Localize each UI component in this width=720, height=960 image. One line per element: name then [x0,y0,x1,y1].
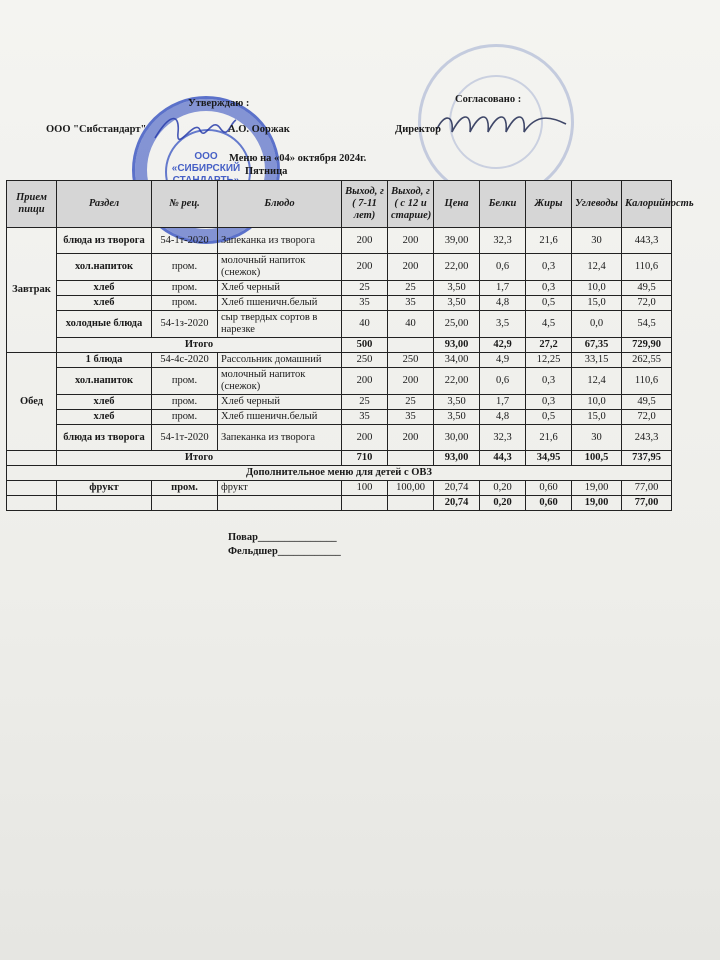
total-price: 93,00 [434,338,480,353]
table-row [7,395,672,410]
cell-section: блюда из творога [57,425,152,451]
table-row [7,311,672,338]
cell-section: блюда из творога [57,228,152,254]
col-fat: Жиры [526,181,572,228]
total-carbs: 100,5 [572,451,622,466]
cell-yield-b: 40 [388,311,434,338]
cell-fat: 0,60 [526,481,572,496]
cell-yield-a: 200 [342,228,388,254]
cell-fat: 0,5 [526,410,572,425]
menu-date: Меню на «04» октября 2024г. [229,153,367,164]
cell-price: 20,74 [434,481,480,496]
col-yield-12: Выход, г ( с 12 и старше) [388,181,434,228]
cell-calories: 443,3 [622,228,672,254]
cell-yield-a: 40 [342,311,388,338]
total-label: Итого [57,338,342,353]
total-price: 93,00 [434,451,480,466]
cell-carbs: 12,4 [572,254,622,281]
total-calories: 729,90 [622,338,672,353]
cell-protein: 4,8 [480,410,526,425]
col-price: Цена [434,181,480,228]
cell-price: 30,00 [434,425,480,451]
cell-recipe: пром. [152,296,218,311]
cell-dish: Запеканка из творога [218,425,342,451]
cell-fat: 12,25 [526,353,572,368]
cell-recipe: пром. [152,368,218,395]
cell-price: 3,50 [434,281,480,296]
cell-dish: молочный напиток (снежок) [218,368,342,395]
cell-yield-b: 25 [388,281,434,296]
table-row [7,353,672,368]
cell-protein: 1,7 [480,395,526,410]
table-row [7,228,672,254]
col-recipe: № рец. [152,181,218,228]
cell-section: 1 блюда [57,353,152,368]
cell-protein: 3,5 [480,311,526,338]
cell-protein: 0,6 [480,368,526,395]
cell-price: 3,50 [434,395,480,410]
meal-breakfast: Завтрак [7,228,57,353]
cell-calories: 49,5 [622,395,672,410]
cell-calories: 49,5 [622,281,672,296]
director-signature [432,104,572,144]
cell-carbs: 15,0 [572,296,622,311]
director-label: Директор [395,124,441,135]
agreed-label: Согласовано : [455,94,522,105]
cell-protein: 0,20 [480,481,526,496]
weekday: Пятница [245,166,288,177]
col-calories: Калорийность [622,181,672,228]
extra-total-row [7,496,672,511]
cell-yield-b: 35 [388,410,434,425]
cell-section: холодные блюда [57,311,152,338]
organization-name: ООО "Сибстандарт" [46,124,147,135]
cell-yield-b: 200 [388,368,434,395]
col-dish: Блюдо [218,181,342,228]
cell-section: фрукт [57,481,152,496]
cell-dish: Хлеб пшеничн.белый [218,410,342,425]
approve-label: Утверждаю : [188,98,250,109]
cell-recipe: пром. [152,254,218,281]
total-protein: 0,20 [480,496,526,511]
cell-yield-a: 25 [342,395,388,410]
cell-carbs: 0,0 [572,311,622,338]
table-row [7,481,672,496]
stamp-text-2: «СИБИРСКИЙ [171,163,241,174]
cell-dish: Хлеб черный [218,281,342,296]
cell-fat: 0,3 [526,368,572,395]
cell-protein: 32,3 [480,228,526,254]
cell-carbs: 19,00 [572,481,622,496]
cell-calories: 77,00 [622,481,672,496]
breakfast-total-row [7,338,672,353]
cell-fat: 21,6 [526,425,572,451]
total-fat: 0,60 [526,496,572,511]
cell-calories: 110,6 [622,254,672,281]
cell-recipe: 54-1т-2020 [152,228,218,254]
cell-yield-b: 200 [388,254,434,281]
total-calories: 77,00 [622,496,672,511]
cell-yield-b: 35 [388,296,434,311]
cell-yield-b: 250 [388,353,434,368]
total-yield: 710 [342,451,388,466]
cell-yield-a: 250 [342,353,388,368]
cell-calories: 110,6 [622,368,672,395]
total-calories: 737,95 [622,451,672,466]
cell-protein: 1,7 [480,281,526,296]
cell-yield-a: 25 [342,281,388,296]
col-section: Раздел [57,181,152,228]
table-row [7,254,672,281]
cell-calories: 72,0 [622,410,672,425]
extra-menu-title: Дополнительное меню для детей с ОВЗ [7,466,672,481]
extra-menu-title-row [7,466,672,481]
cell-fat: 21,6 [526,228,572,254]
cell-carbs: 10,0 [572,395,622,410]
cell-yield-b: 25 [388,395,434,410]
cell-dish: Хлеб пшеничн.белый [218,296,342,311]
cell-fat: 0,5 [526,296,572,311]
col-yield-7-11: Выход, г ( 7-11 лет) [342,181,388,228]
cell-calories: 72,0 [622,296,672,311]
col-protein: Белки [480,181,526,228]
cell-section: хол.напиток [57,254,152,281]
cell-protein: 4,9 [480,353,526,368]
cell-yield-a: 200 [342,425,388,451]
col-meal: Прием пищи [7,181,57,228]
total-protein: 42,9 [480,338,526,353]
total-carbs: 19,00 [572,496,622,511]
cell-fat: 0,3 [526,395,572,410]
total-price: 20,74 [434,496,480,511]
cell-calories: 262,55 [622,353,672,368]
table-row [7,296,672,311]
cell-dish: Запеканка из творога [218,228,342,254]
cell-section: хол.напиток [57,368,152,395]
cell-price: 25,00 [434,311,480,338]
cell-section: хлеб [57,281,152,296]
cell-dish: Хлеб черный [218,395,342,410]
col-carbs: Углеводы [572,181,622,228]
cell-carbs: 33,15 [572,353,622,368]
cell-fat: 0,3 [526,281,572,296]
cell-price: 3,50 [434,410,480,425]
cell-calories: 243,3 [622,425,672,451]
table-row [7,368,672,395]
cell-section: хлеб [57,410,152,425]
cell-recipe: 54-1з-2020 [152,311,218,338]
cell-calories: 54,5 [622,311,672,338]
lunch-total-row [7,451,672,466]
cell-recipe: пром. [152,281,218,296]
cell-section: хлеб [57,296,152,311]
cell-recipe: пром. [152,395,218,410]
cell-carbs: 15,0 [572,410,622,425]
cell-section: хлеб [57,395,152,410]
table-header-row [7,181,672,228]
cell-fat: 0,3 [526,254,572,281]
table-row [7,281,672,296]
table-row [7,425,672,451]
cook-signature-line: Повар_______________ [228,532,337,543]
cell-yield-b: 200 [388,228,434,254]
cell-carbs: 30 [572,228,622,254]
medic-signature-line: Фельдшер____________ [228,546,341,557]
cell-carbs: 10,0 [572,281,622,296]
cell-recipe: 54-1т-2020 [152,425,218,451]
cell-recipe: пром. [152,410,218,425]
meal-lunch: Обед [7,353,57,451]
cell-yield-a: 35 [342,296,388,311]
total-fat: 34,95 [526,451,572,466]
cell-recipe: пром. [152,481,218,496]
cell-yield-a: 200 [342,368,388,395]
cell-dish: фрукт [218,481,342,496]
cell-protein: 32,3 [480,425,526,451]
total-label: Итого [57,451,342,466]
cell-yield-a: 200 [342,254,388,281]
cell-yield-a: 35 [342,410,388,425]
stamp-text-1: ООО [194,151,218,162]
cell-yield-b: 100,00 [388,481,434,496]
approver-signature [150,108,240,148]
cell-yield-b: 200 [388,425,434,451]
cell-price: 39,00 [434,228,480,254]
signer-name: А.О. Ооржак [228,124,290,135]
cell-dish: молочный напиток (снежок) [218,254,342,281]
cell-protein: 4,8 [480,296,526,311]
total-protein: 44,3 [480,451,526,466]
cell-recipe: 54-4с-2020 [152,353,218,368]
menu-table [6,180,694,511]
cell-fat: 4,5 [526,311,572,338]
total-carbs: 67,35 [572,338,622,353]
total-yield: 500 [342,338,388,353]
total-fat: 27,2 [526,338,572,353]
cell-carbs: 12,4 [572,368,622,395]
cell-yield-a: 100 [342,481,388,496]
cell-dish: Рассольник домашний [218,353,342,368]
table-row [7,410,672,425]
cell-protein: 0,6 [480,254,526,281]
cell-carbs: 30 [572,425,622,451]
cell-price: 3,50 [434,296,480,311]
cell-price: 34,00 [434,353,480,368]
cell-price: 22,00 [434,368,480,395]
cell-dish: сыр твердых сортов в нарезке [218,311,342,338]
cell-price: 22,00 [434,254,480,281]
